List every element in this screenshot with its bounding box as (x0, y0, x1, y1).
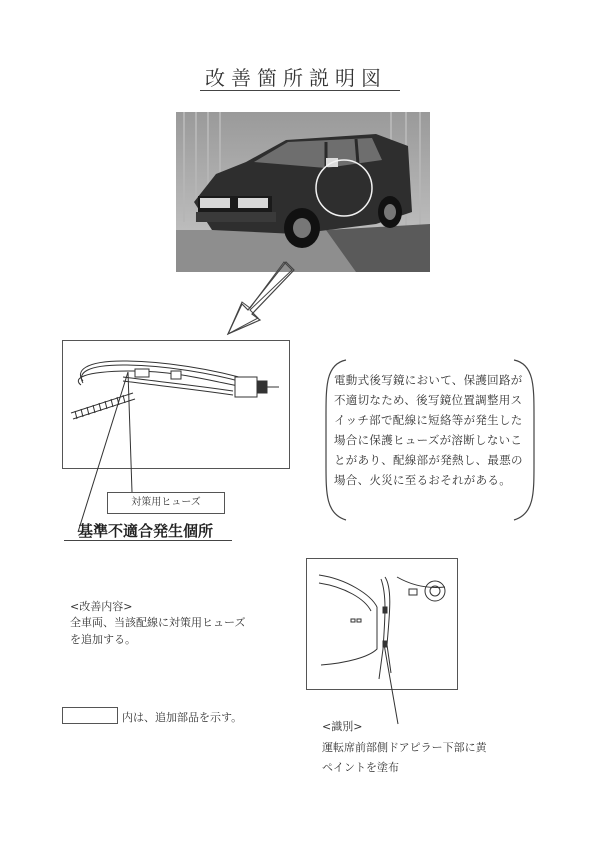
identification-leader (376, 640, 416, 726)
legend-box (62, 707, 118, 724)
improvement-heading: <改善内容> (70, 600, 133, 613)
defect-location-label: 基準不適合発生個所 (78, 522, 214, 540)
identification-heading: <識別> (322, 720, 363, 733)
defect-underline (64, 540, 232, 541)
legend-text: 内は、追加部品を示す。 (122, 711, 243, 724)
improvement-body: 全車両、当該配線に対策用ヒューズを追加する。 (70, 616, 246, 646)
problem-description: 電動式後写鏡において、保護回路が不適切なため、後写鏡位置調整用スイッチ部で配線に短絡等が発生した場合に保護ヒューズが溶断しないことがあり、配線部が発熱し、最悪の場合、火災に至るおそれがある。 (334, 373, 523, 487)
page-title: 改善箇所説明図 (205, 66, 387, 90)
title-underline (200, 90, 400, 91)
fuse-label: 対策用ヒューズ (107, 492, 225, 514)
identification-body: 運転席前部側ドアピラー下部に黄ペイントを塗布 (322, 741, 487, 774)
pointer-arrow (220, 260, 300, 338)
vehicle-photo (176, 112, 430, 272)
